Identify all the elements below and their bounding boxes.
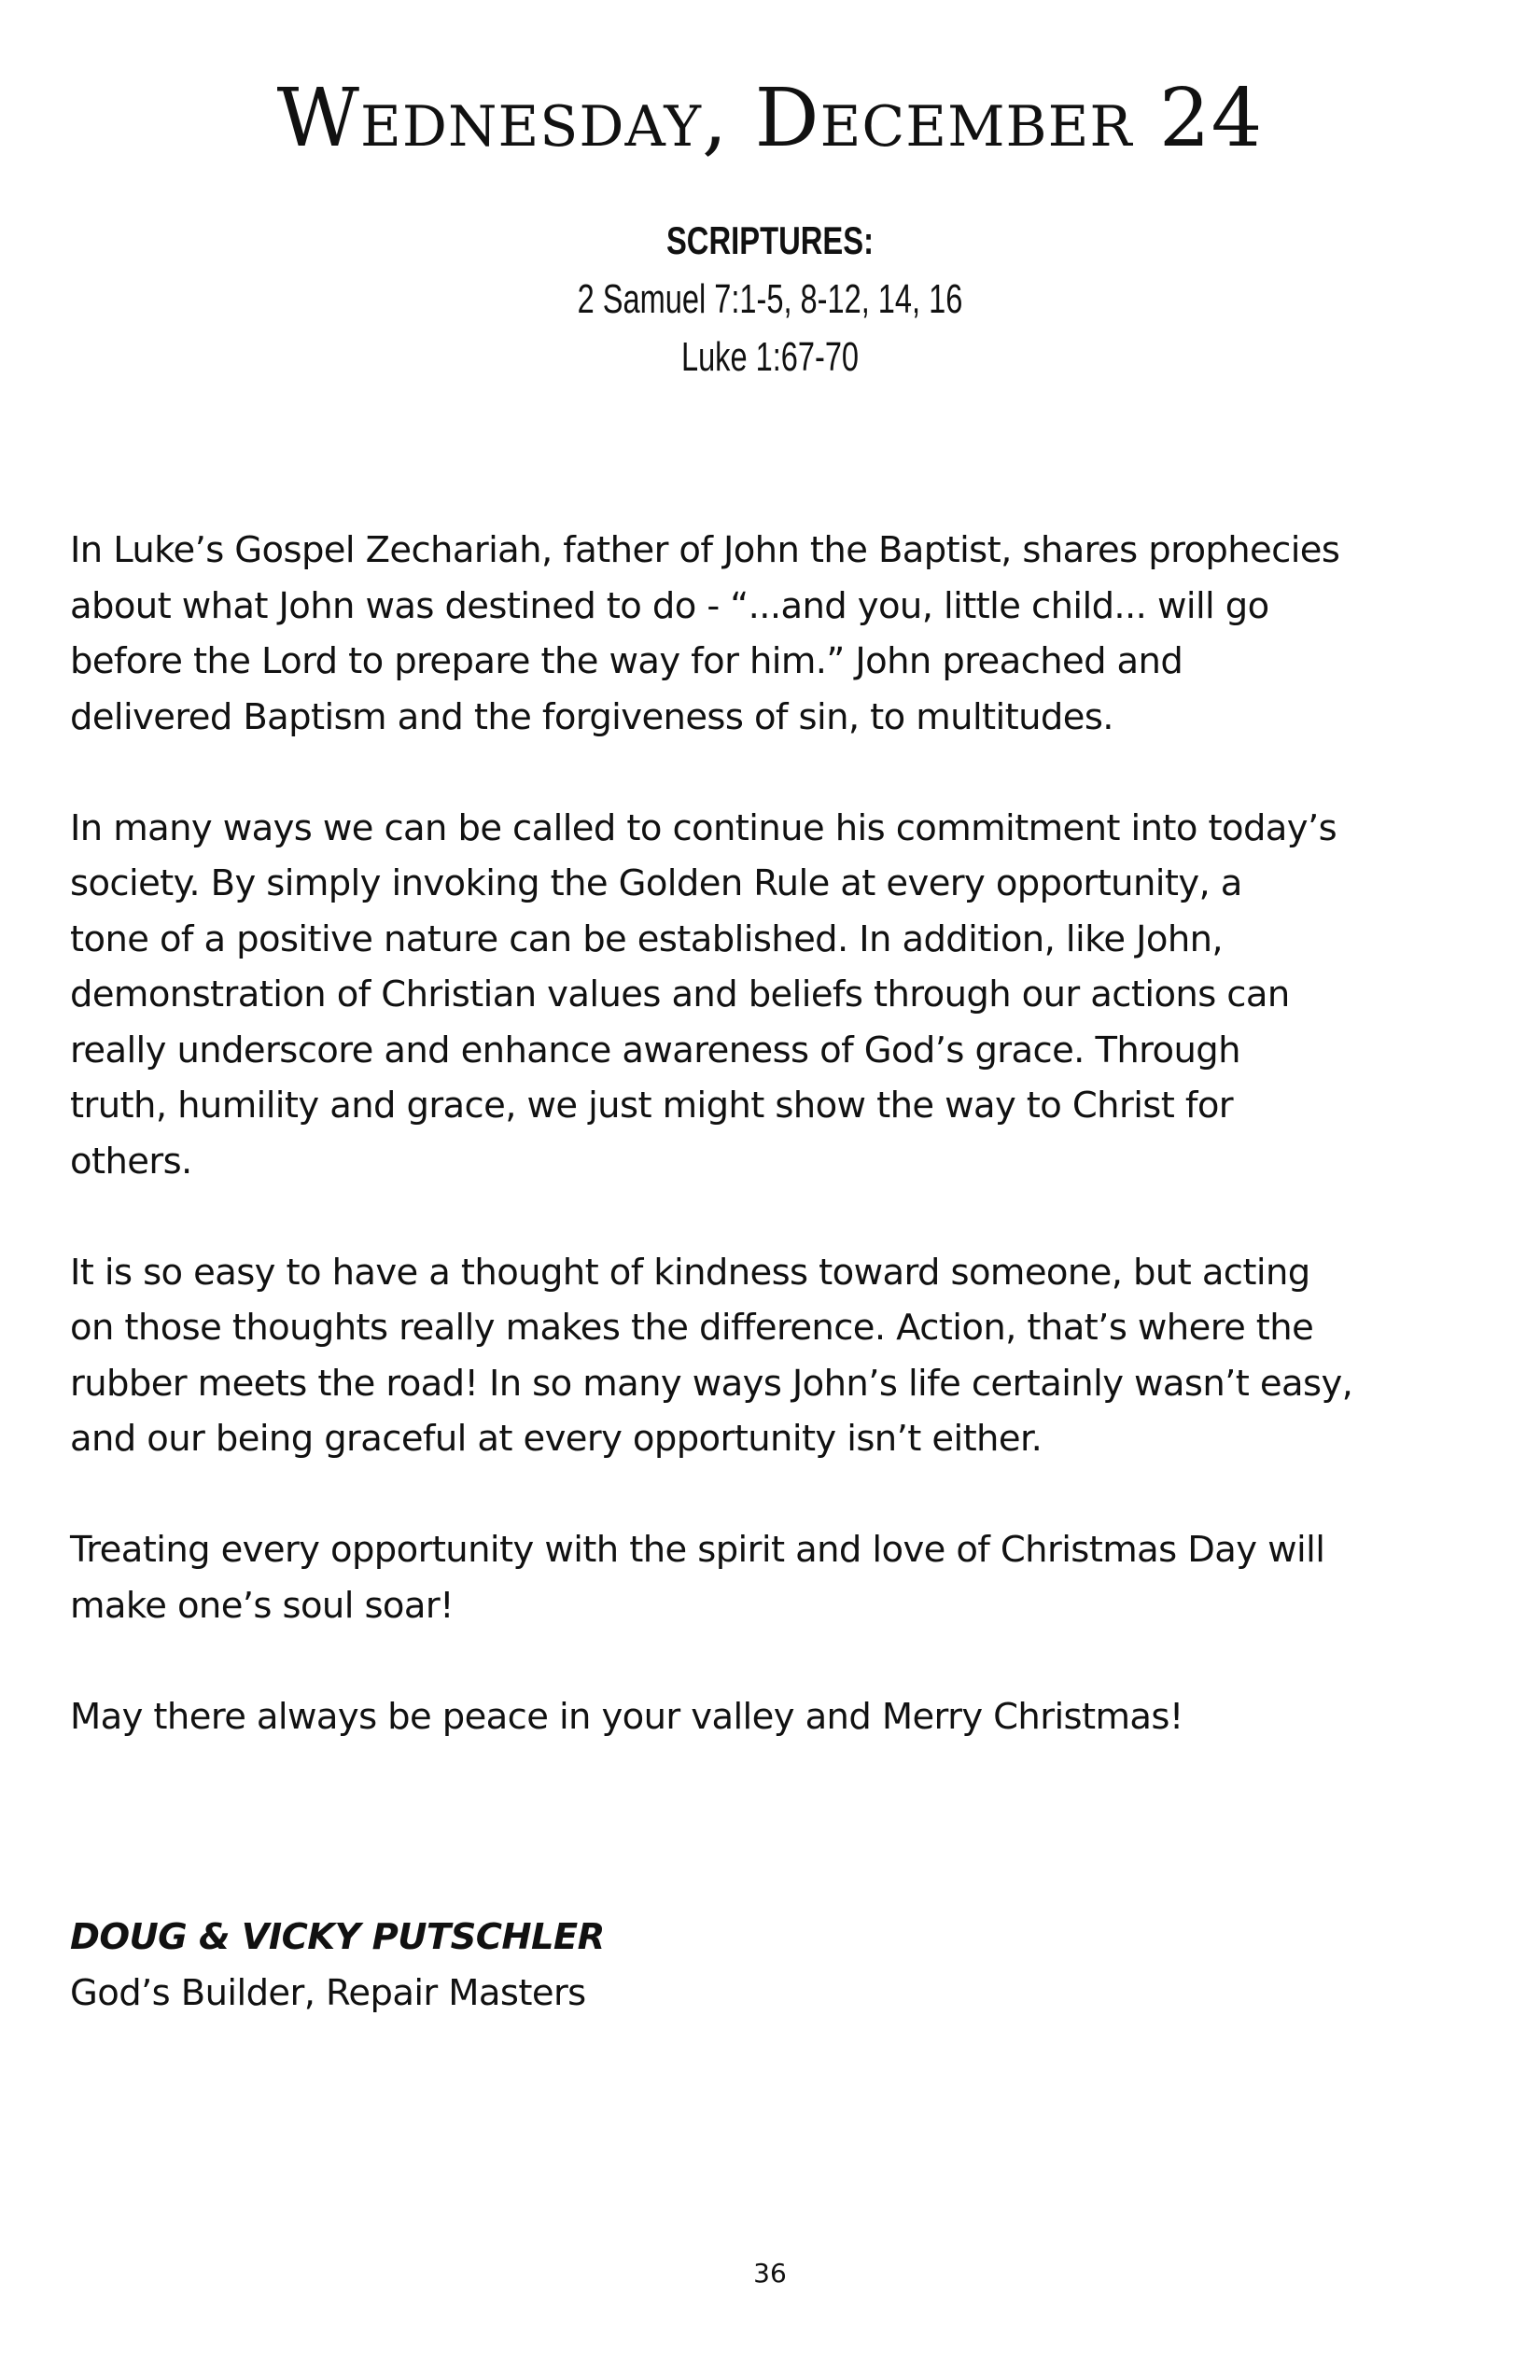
text-line: rubber meets the road! In so many ways John’s life certainly wasn’t easy, (70, 1362, 1353, 1405)
scriptures-heading: SCRIPTURES: (665, 218, 875, 262)
signature-block (70, 1910, 605, 2021)
text-line: Treating every opportunity with the spirit and love of Christmas Day will (70, 1529, 1325, 1571)
page-number: 36 (753, 2258, 787, 2289)
text-line: before the Lord to prepare the way for him.” John preached and (70, 640, 1183, 682)
scriptures-block (0, 211, 1540, 386)
text-line: and our being graceful at every opportunity isn’t either. (70, 1418, 1043, 1460)
text-line: about what John was destined to do - “...and you, little child... will go (70, 584, 1269, 627)
text-line: truth, humility and grace, we just might show the way to Christ for (70, 1085, 1234, 1127)
text-line: It is so easy to have a thought of kindness toward someone, but acting (70, 1251, 1310, 1294)
author-name: DOUG & VICKY PUTSCHLER (70, 1916, 605, 1958)
text-line: In Luke’s Gospel Zechariah, father of John the Baptist, shares prophecies (70, 529, 1340, 571)
paragraph (70, 1689, 1489, 1745)
paragraph (70, 801, 1489, 1190)
text-line: make one’s soul soar! (70, 1584, 454, 1627)
text-line: delivered Baptism and the forgiveness of sin, to multitudes. (70, 695, 1113, 738)
paragraph (70, 523, 1489, 745)
text-line: In many ways we can be called to continue his commitment into today’s (70, 806, 1337, 849)
paragraph (70, 1522, 1489, 1633)
text-line: May there always be peace in your valley and Merry Christmas! (70, 1695, 1183, 1738)
text-line: really underscore and enhance awareness of God’s grace. Through (70, 1029, 1240, 1071)
devotional-body (70, 523, 1489, 1800)
text-line: demonstration of Christian values and beliefs through our actions can (70, 973, 1290, 1015)
text-line: others. (70, 1140, 192, 1183)
author-affiliation: God’s Builder, Repair Masters (70, 1971, 586, 2014)
text-line: tone of a positive nature can be established. In addition, like John, (70, 917, 1224, 960)
text-line: on those thoughts really makes the difference. Action, that’s where the (70, 1307, 1314, 1349)
paragraph (70, 1245, 1489, 1467)
page-title: Wednesday, December 24 (276, 72, 1264, 165)
scripture-reference: 2 Samuel 7:1-5, 8-12, 14, 16 (577, 276, 963, 322)
text-line: society. By simply invoking the Golden Rule at every opportunity, a (70, 862, 1242, 904)
scripture-reference: Luke 1:67-70 (680, 334, 860, 380)
